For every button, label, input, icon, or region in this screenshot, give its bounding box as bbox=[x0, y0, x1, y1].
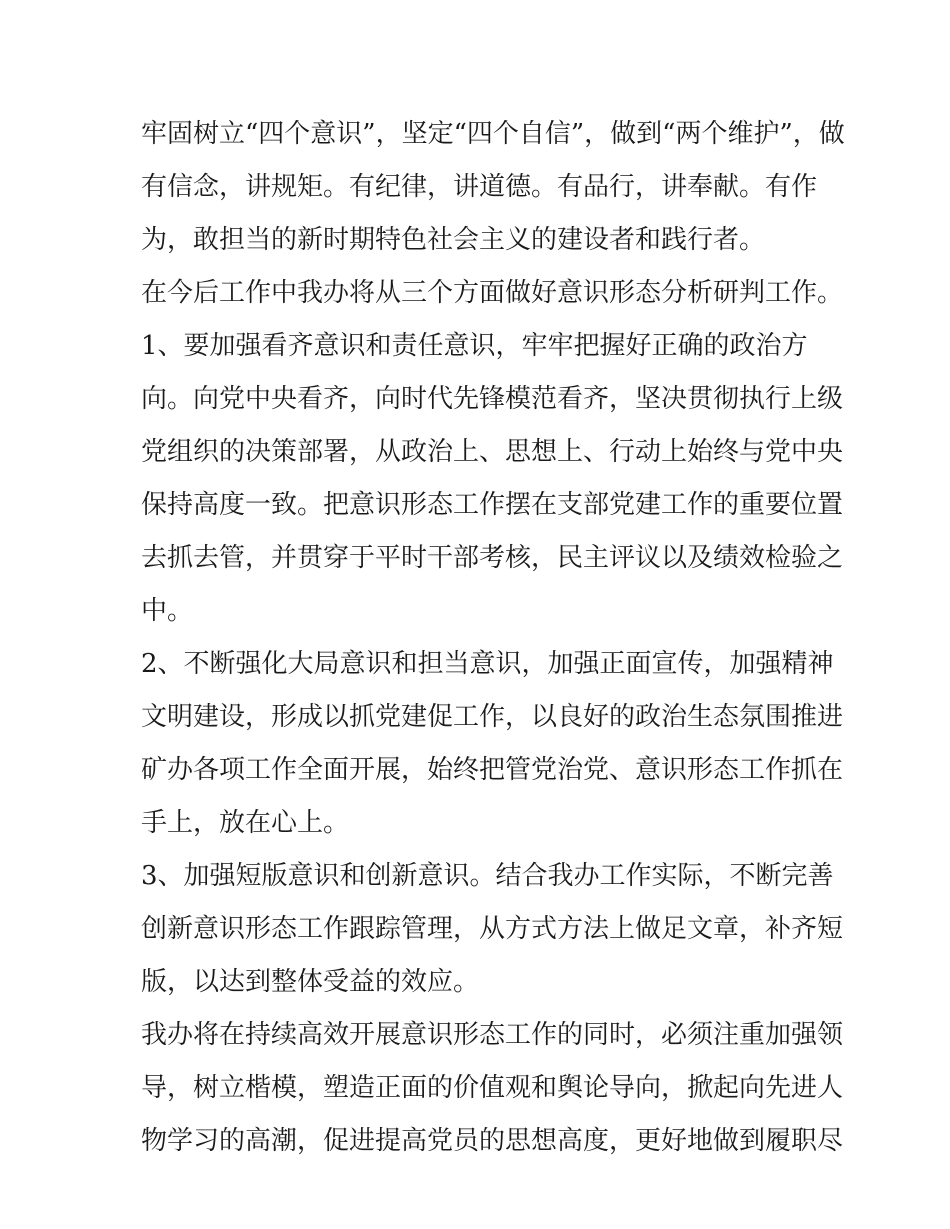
text-line: 在今后工作中我办将从三个方面做好意识形态分析研判工作。 bbox=[141, 278, 844, 308]
text-line: 有信念，讲规矩。有纪律，讲道德。有品行，讲奉献。有作 bbox=[141, 172, 818, 202]
text-line: 矿办各项工作全面开展，始终把管党治党、意识形态工作抓在 bbox=[141, 755, 844, 785]
text-line: 向。向党中央看齐，向时代先锋模范看齐，坚决贯彻执行上级 bbox=[141, 384, 844, 414]
text-line: 党组织的决策部署，从政治上、思想上、行动上始终与党中央 bbox=[141, 437, 844, 467]
text-line: 保持高度一致。把意识形态工作摆在支部党建工作的重要位置 bbox=[141, 490, 844, 520]
text-line: 3、加强短版意识和创新意识。结合我办工作实际，不断完善 bbox=[141, 861, 834, 891]
text-line: 中。 bbox=[141, 596, 194, 626]
text-line: 2、不断强化大局意识和担当意识，加强正面宣传，加强精神 bbox=[141, 649, 834, 679]
text-line: 1、要加强看齐意识和责任意识，牢牢把握好正确的政治方 bbox=[141, 331, 808, 361]
text-line: 牢固树立“四个意识”，坚定“四个自信”，做到“两个维护”，做 bbox=[141, 119, 845, 149]
text-line: 文明建设，形成以抓党建促工作，以良好的政治生态氛围推进 bbox=[141, 702, 844, 732]
text-line: 去抓去管，并贯穿于平时干部考核，民主评议以及绩效检验之 bbox=[141, 543, 844, 573]
document-body bbox=[141, 108, 845, 1168]
text-line: 导，树立楷模，塑造正面的价值观和舆论导向，掀起向先进人 bbox=[141, 1073, 844, 1103]
text-line: 为，敢担当的新时期特色社会主义的建设者和践行者。 bbox=[141, 225, 766, 255]
text-line: 手上，放在心上。 bbox=[141, 808, 350, 838]
text-line: 物学习的高潮，促进提高党员的思想高度，更好地做到履职尽 bbox=[141, 1126, 844, 1156]
text-line: 我办将在持续高效开展意识形态工作的同时，必须注重加强领 bbox=[141, 1020, 844, 1050]
text-line: 版，以达到整体受益的效应。 bbox=[141, 967, 480, 997]
text-line: 创新意识形态工作跟踪管理，从方式方法上做足文章，补齐短 bbox=[141, 914, 844, 944]
